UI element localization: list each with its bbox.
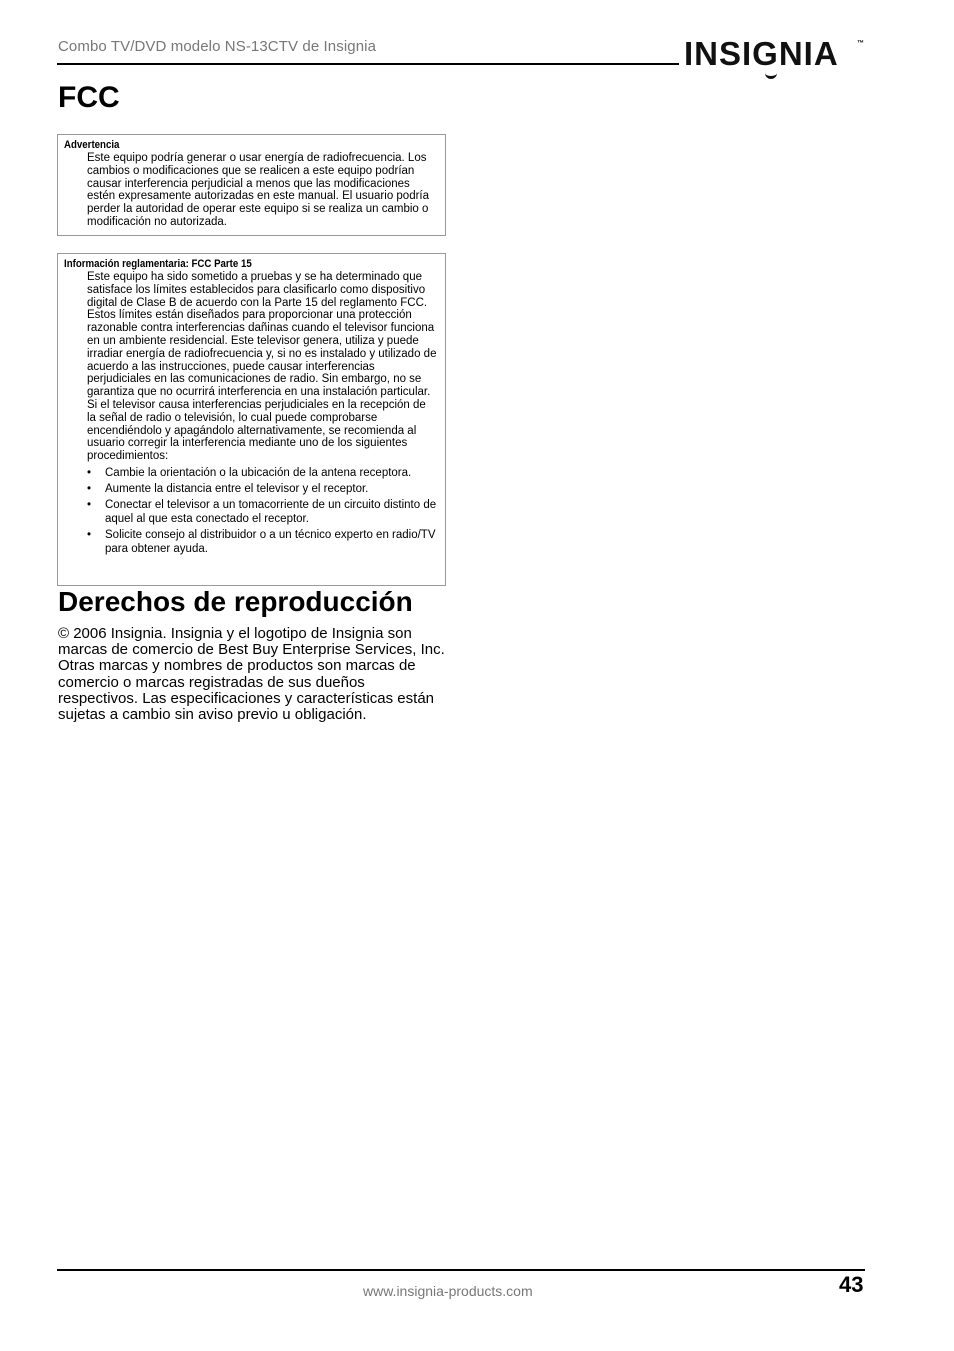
regulatory-box — [57, 253, 446, 586]
footer-rule — [57, 1269, 865, 1271]
page-number: 43 — [839, 1272, 864, 1297]
list-item — [87, 466, 437, 480]
list-item — [87, 482, 437, 496]
list-item-text: Cambie la orientación o la ubicación de la antena receptora. — [105, 466, 412, 479]
regulatory-text: Este equipo ha sido sometido a pruebas y se ha determinado que satisface los límites establecidos para clasificarlo como dispositivo digital de Clase B de acuerdo con la Parte 15 del reglamento FCC. Estos límites están diseñados para proporcionar una protección razonable contra interferencias dañinas cuando el televisor funciona en un ambiente residencial. Este televisor genera, utiliza y puede irradiar energía de radiofrecuencia y, si no es instalado y utilizado de acuerdo a las instrucciones, puede causar interferencias perjudiciales en las comunicaciones de radio. Sin embargo, no se garantiza que no ocurrirá interferencia en una instalación particular. Si el televisor causa interferencias perjudiciales en la recepción de la señal de radio o televisión, lo cual puede comprobarse encendiéndolo y apagándolo alternativamente, se recomienda al usuario corregir la interferencia mediante uno de los siguientes procedimientos: — [87, 271, 437, 463]
list-item-text: Conectar el televisor a un tomacorriente de un circuito distinto de aquel al que esta conectado el receptor. — [105, 498, 437, 525]
fcc-heading: FCC — [58, 81, 120, 114]
list-item — [87, 528, 437, 556]
bullet-icon: • — [87, 528, 92, 541]
bullet-icon: • — [87, 482, 92, 495]
header-rule — [57, 63, 679, 65]
insignia-logo — [684, 34, 866, 78]
warning-text: Este equipo podría generar o usar energía de radiofrecuencia. Los cambios o modificaciones que se realicen a este equipo podrían causar interferencia perjudicial a menos que las modificaciones estén expresamente autorizadas en este manual. El usuario podría perder la autoridad de operar este equipo si se realiza un cambio o modificación no autorizada. — [87, 152, 430, 228]
logo-wordmark: INSIGNIA — [684, 35, 839, 72]
procedures-list — [64, 466, 437, 556]
bullet-icon: • — [87, 498, 92, 511]
footer-url: www.insignia-products.com — [363, 1283, 533, 1299]
copyright-text: © 2006 Insignia. Insignia y el logotipo de Insignia son marcas de comercio de Best Buy Enterprise Services, Inc. Otras marcas y nombres de productos son marcas de comercio o marcas registradas de sus dueños respectivos. Las especificaciones y características están sujetas a cambio sin aviso previo u obligación. — [58, 625, 445, 724]
warning-box — [57, 134, 446, 236]
logo-trademark: ™ — [857, 40, 864, 47]
logo-arc-icon — [765, 70, 777, 79]
list-item-text: Aumente la distancia entre el televisor y el receptor. — [105, 482, 369, 495]
list-item — [87, 498, 437, 526]
regulatory-label: Información reglamentaria: FCC Parte 15 — [64, 258, 252, 270]
bullet-icon: • — [87, 466, 92, 479]
warning-label: Advertencia — [64, 139, 120, 151]
running-header: Combo TV/DVD modelo NS-13CTV de Insignia — [58, 38, 377, 55]
list-item-text: Solicite consejo al distribuidor o a un técnico experto en radio/TV para obtener ayuda. — [105, 528, 436, 555]
copyright-heading: Derechos de reproducción — [58, 586, 413, 617]
